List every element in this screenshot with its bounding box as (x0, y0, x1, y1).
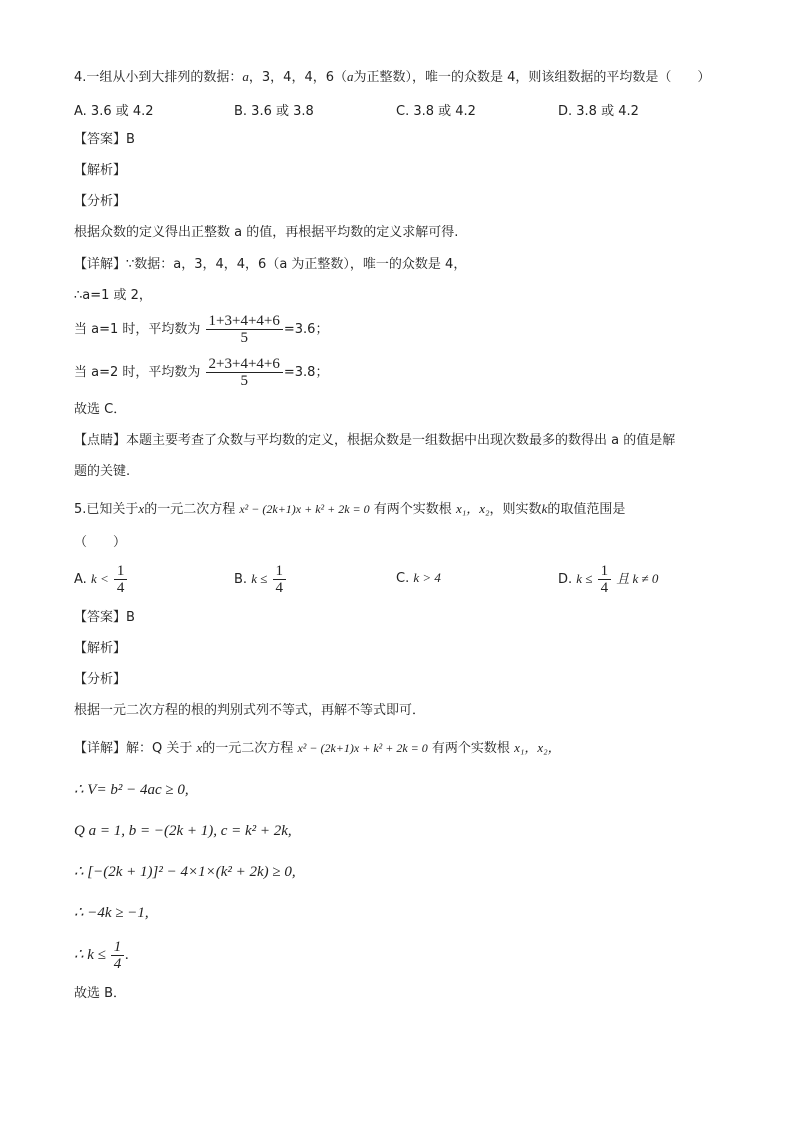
q5-step1: ∴ V= b² − 4ac ≥ 0, (74, 782, 189, 798)
q5-fenxi-heading: 【分析】 (74, 672, 127, 687)
q4-stem: 4.一组从小到大排列的数据：a，3，4，4，6（a为正整数），唯一的众数是 4，则该组数据的平均数是（ ） (74, 69, 711, 85)
q4-fenxi-heading: 【分析】 (74, 194, 127, 209)
q4-option-d: D. 3.8 或 4.2 (558, 104, 639, 119)
q5-option-a: A. k < $\frac{1}{4}$ (74, 561, 128, 598)
q5-option-b: B. k ≤ $\frac{1}{4}$ (234, 561, 287, 598)
q5-option-c: C. k > 4 (396, 570, 441, 586)
q5-detail: 【详解】解：Q 关于 x的一元二次方程 x² − (2k+1)x + k² + 2k = 0 有两个实数根 x₁，x₂， (74, 740, 561, 756)
q5-step2: Q a = 1, b = −(2k + 1), c = k² + 2k, (74, 823, 292, 839)
q4-analysis: 根据众数的定义得出正整数 a 的值，再根据平均数的定义求解可得. (74, 225, 459, 240)
q4-case2-fraction: $\frac{2+3+4+4+6}{5}$ (206, 356, 283, 389)
q5-answer: 【答案】B (74, 610, 135, 625)
q5-option-a-fraction: $\frac{1}{4}$ (114, 563, 128, 596)
q5-option-b-fraction: $\frac{1}{4}$ (273, 563, 287, 596)
q5-step3: ∴ [−(2k + 1)]² − 4×1×(k² + 2k) ≥ 0, (74, 864, 296, 880)
q5-step5-fraction: $\frac{1}{4}$ (111, 939, 125, 972)
q5-option-d: D. k ≤ $\frac{1}{4}$ 且 k ≠ 0 (558, 563, 659, 596)
q5-option-d-fraction: $\frac{1}{4}$ (598, 563, 612, 596)
q4-answer: 【答案】B (74, 132, 135, 147)
q4-option-c: C. 3.8 或 4.2 (396, 104, 476, 119)
q4-option-a: A. 3.6 或 4.2 (74, 104, 154, 119)
q4-comment-line1: 【点睛】本题主要考查了众数与平均数的定义，根据众数是一组数据中出现次数最多的数得出 a 的值是解 (74, 433, 676, 448)
q5-paren: （ ） (74, 535, 127, 550)
q4-comment-line2: 题的关键. (74, 464, 131, 479)
q4-case1: 当 a=1 时，平均数为 $\frac{1+3+4+4+6}{5}$ =3.6； (74, 313, 329, 346)
q5-jiexi-heading: 【解析】 (74, 641, 127, 656)
q4-option-b: B. 3.6 或 3.8 (234, 104, 314, 119)
q5-analysis: 根据一元二次方程的根的判别式列不等式，再解不等式即可． (74, 703, 426, 718)
q4-jiexi-heading: 【解析】 (74, 163, 127, 178)
q5-step5: ∴ k ≤ $\frac{1}{4}$ . (74, 939, 129, 973)
q4-case1-fraction: $\frac{1+3+4+4+6}{5}$ (206, 313, 283, 346)
q5-choose: 故选 B． (74, 986, 127, 1001)
q4-therefore: ∴a=1 或 2， (74, 288, 152, 303)
q4-choose: 故选 C． (74, 402, 127, 417)
q5-step4: ∴ −4k ≥ −1, (74, 905, 149, 921)
q4-case2: 当 a=2 时，平均数为 $\frac{2+3+4+4+6}{5}$ =3.8； (74, 356, 329, 389)
q4-detail: 【详解】∵数据：a，3，4，4，6（a 为正整数），唯一的众数是 4， (74, 257, 467, 272)
q5-stem: 5.已知关于x的一元二次方程 x² − (2k+1)x + k² + 2k = 0 有两个实数根 x₁，x₂，则实数k的取值范围是 (74, 501, 626, 517)
